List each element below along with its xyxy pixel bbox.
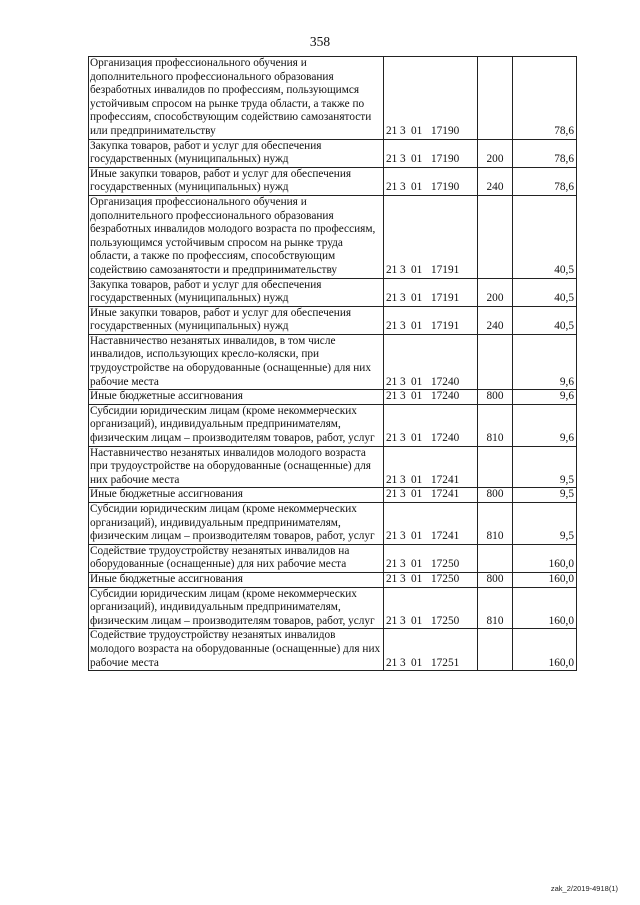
code-segment: 17190 (431, 181, 460, 194)
expense-type-code (478, 195, 513, 278)
code-segment: 21 (386, 432, 398, 445)
amount-value: 9,5 (513, 488, 577, 503)
code-segment: 01 (411, 572, 423, 585)
target-article-code (384, 629, 478, 671)
code-segment: 3 (400, 572, 406, 585)
target-article-code (384, 488, 478, 503)
code-segment: 3 (400, 473, 406, 486)
page-number: 358 (309, 34, 331, 49)
code-segment: 3 (400, 124, 406, 137)
code-segment: 21 (386, 292, 398, 305)
code-segment: 21 (386, 558, 398, 571)
amount-value: 160,0 (513, 572, 577, 587)
amount-value: 78,6 (513, 167, 577, 195)
code-segment: 21 (386, 153, 398, 166)
expense-type-code: 200 (478, 278, 513, 306)
amount-value: 160,0 (513, 587, 577, 629)
amount-value: 78,6 (513, 139, 577, 167)
amount-value: 40,5 (513, 195, 577, 278)
code-segment: 3 (400, 432, 406, 445)
code-segment: 01 (411, 558, 423, 571)
document-reference-footer: zak_2/2019-4918(1) (550, 884, 618, 893)
table-row (89, 488, 577, 503)
code-segment: 17240 (431, 432, 460, 445)
expense-type-code (478, 544, 513, 572)
code-segment: 21 (386, 473, 398, 486)
table-row (89, 334, 577, 389)
expense-type-code (478, 446, 513, 488)
expense-item-name: Субсидии юридическим лицам (кроме некоммерческих организаций), индивидуальным предпринимателям, физическим лицам – производителям товаров, работ, услуг (89, 503, 384, 545)
budget-table-body (89, 57, 577, 671)
target-article-code (384, 195, 478, 278)
expense-type-code: 810 (478, 587, 513, 629)
amount-value: 9,6 (513, 334, 577, 389)
code-segment: 21 (386, 320, 398, 333)
amount-value: 78,6 (513, 57, 577, 140)
code-segment: 01 (411, 292, 423, 305)
expense-item-name: Наставничество незанятых инвалидов молодого возраста при трудоустройстве на оборудованные (оснащенные) для них рабочие места (89, 446, 384, 488)
expense-item-name: Субсидии юридическим лицам (кроме некоммерческих организаций), индивидуальным предпринимателям, физическим лицам – производителям товаров, работ, услуг (89, 587, 384, 629)
expense-item-name: Содействие трудоустройству незанятых инвалидов молодого возраста на оборудованные (оснащенные) для них рабочие места (89, 629, 384, 671)
code-segment: 3 (400, 375, 406, 388)
table-row (89, 446, 577, 488)
amount-value: 9,5 (513, 446, 577, 488)
amount-value: 40,5 (513, 278, 577, 306)
expense-item-name: Организация профессионального обучения и дополнительного профессионального образования безработных инвалидов по профессиям, пользующимся устойчивым спросом на рынке труда области, а также по профессиям, способствующим содействию самозанятости или предпринимательству (89, 57, 384, 140)
expense-type-code (478, 57, 513, 140)
code-segment: 01 (411, 375, 423, 388)
code-segment: 01 (411, 656, 423, 669)
expense-item-name: Субсидии юридическим лицам (кроме некоммерческих организаций), индивидуальным предпринимателям, физическим лицам – производителям товаров, работ, услуг (89, 404, 384, 446)
code-segment: 21 (386, 124, 398, 137)
target-article-code (384, 503, 478, 545)
expense-type-code (478, 334, 513, 389)
table-row (89, 390, 577, 405)
target-article-code (384, 167, 478, 195)
table-row (89, 306, 577, 334)
amount-value: 160,0 (513, 544, 577, 572)
code-segment: 17240 (431, 390, 460, 403)
code-segment: 21 (386, 390, 398, 403)
target-article-code (384, 139, 478, 167)
target-article-code (384, 306, 478, 334)
code-segment: 3 (400, 153, 406, 166)
code-segment: 01 (411, 614, 423, 627)
table-row (89, 278, 577, 306)
table-row (89, 572, 577, 587)
code-segment: 17250 (431, 558, 460, 571)
table-row (89, 587, 577, 629)
code-segment: 21 (386, 530, 398, 543)
table-row (89, 139, 577, 167)
code-segment: 01 (411, 263, 423, 276)
code-segment: 01 (411, 320, 423, 333)
code-segment: 3 (400, 320, 406, 333)
code-segment: 17241 (431, 488, 460, 501)
code-segment: 01 (411, 473, 423, 486)
expense-item-name: Закупка товаров, работ и услуг для обеспечения государственных (муниципальных) нужд (89, 139, 384, 167)
code-segment: 01 (411, 124, 423, 137)
target-article-code (384, 334, 478, 389)
table-row (89, 57, 577, 140)
amount-value: 9,5 (513, 503, 577, 545)
expense-item-name: Наставничество незанятых инвалидов, в том числе инвалидов, использующих кресло-коляски, при трудоустройстве на оборудованные (оснащенные) для них рабочие места (89, 334, 384, 389)
code-segment: 17250 (431, 572, 460, 585)
table-row (89, 404, 577, 446)
expense-item-name: Содействие трудоустройству незанятых инвалидов на оборудованные (оснащенные) для них рабочие места (89, 544, 384, 572)
table-row (89, 503, 577, 545)
amount-value: 40,5 (513, 306, 577, 334)
target-article-code (384, 587, 478, 629)
code-segment: 21 (386, 375, 398, 388)
expense-item-name: Иные бюджетные ассигнования (89, 390, 384, 405)
code-segment: 01 (411, 488, 423, 501)
target-article-code (384, 278, 478, 306)
expense-item-name: Закупка товаров, работ и услуг для обеспечения государственных (муниципальных) нужд (89, 278, 384, 306)
code-segment: 17191 (431, 320, 460, 333)
code-segment: 21 (386, 614, 398, 627)
code-segment: 3 (400, 656, 406, 669)
code-segment: 17241 (431, 530, 460, 543)
code-segment: 3 (400, 292, 406, 305)
table-row (89, 195, 577, 278)
code-segment: 01 (411, 530, 423, 543)
code-segment: 3 (400, 263, 406, 276)
expense-item-name: Иные закупки товаров, работ и услуг для обеспечения государственных (муниципальных) нужд (89, 306, 384, 334)
code-segment: 01 (411, 153, 423, 166)
expense-item-name: Организация профессионального обучения и дополнительного профессионального образования безработных инвалидов молодого возраста по профессиям, пользующимся устойчивым спросом на рынке труда области, а также по профессиям, способствующим содействию самозанятости и предпринимательству (89, 195, 384, 278)
code-segment: 3 (400, 390, 406, 403)
code-segment: 21 (386, 656, 398, 669)
expense-type-code: 800 (478, 488, 513, 503)
expense-item-name: Иные бюджетные ассигнования (89, 488, 384, 503)
code-segment: 3 (400, 530, 406, 543)
expense-type-code: 810 (478, 503, 513, 545)
code-segment: 21 (386, 263, 398, 276)
budget-table (88, 56, 577, 671)
code-segment: 17191 (431, 263, 460, 276)
expense-type-code: 800 (478, 390, 513, 405)
target-article-code (384, 57, 478, 140)
code-segment: 01 (411, 390, 423, 403)
expense-type-code: 200 (478, 139, 513, 167)
target-article-code (384, 390, 478, 405)
code-segment: 01 (411, 432, 423, 445)
expense-type-code: 240 (478, 167, 513, 195)
table-row (89, 629, 577, 671)
expense-type-code (478, 629, 513, 671)
target-article-code (384, 446, 478, 488)
code-segment: 17240 (431, 375, 460, 388)
expense-item-name: Иные бюджетные ассигнования (89, 572, 384, 587)
target-article-code (384, 544, 478, 572)
code-segment: 17190 (431, 153, 460, 166)
table-row (89, 544, 577, 572)
code-segment: 01 (411, 181, 423, 194)
code-segment: 17251 (431, 656, 460, 669)
code-segment: 17191 (431, 292, 460, 305)
expense-type-code: 240 (478, 306, 513, 334)
table-row (89, 167, 577, 195)
expense-type-code: 810 (478, 404, 513, 446)
target-article-code (384, 404, 478, 446)
code-segment: 3 (400, 488, 406, 501)
target-article-code (384, 572, 478, 587)
amount-value: 9,6 (513, 390, 577, 405)
code-segment: 21 (386, 181, 398, 194)
amount-value: 9,6 (513, 404, 577, 446)
code-segment: 17250 (431, 614, 460, 627)
code-segment: 21 (386, 488, 398, 501)
expense-item-name: Иные закупки товаров, работ и услуг для обеспечения государственных (муниципальных) нужд (89, 167, 384, 195)
expense-type-code: 800 (478, 572, 513, 587)
code-segment: 3 (400, 181, 406, 194)
code-segment: 17190 (431, 124, 460, 137)
code-segment: 21 (386, 572, 398, 585)
code-segment: 3 (400, 558, 406, 571)
code-segment: 17241 (431, 473, 460, 486)
code-segment: 3 (400, 614, 406, 627)
amount-value: 160,0 (513, 629, 577, 671)
